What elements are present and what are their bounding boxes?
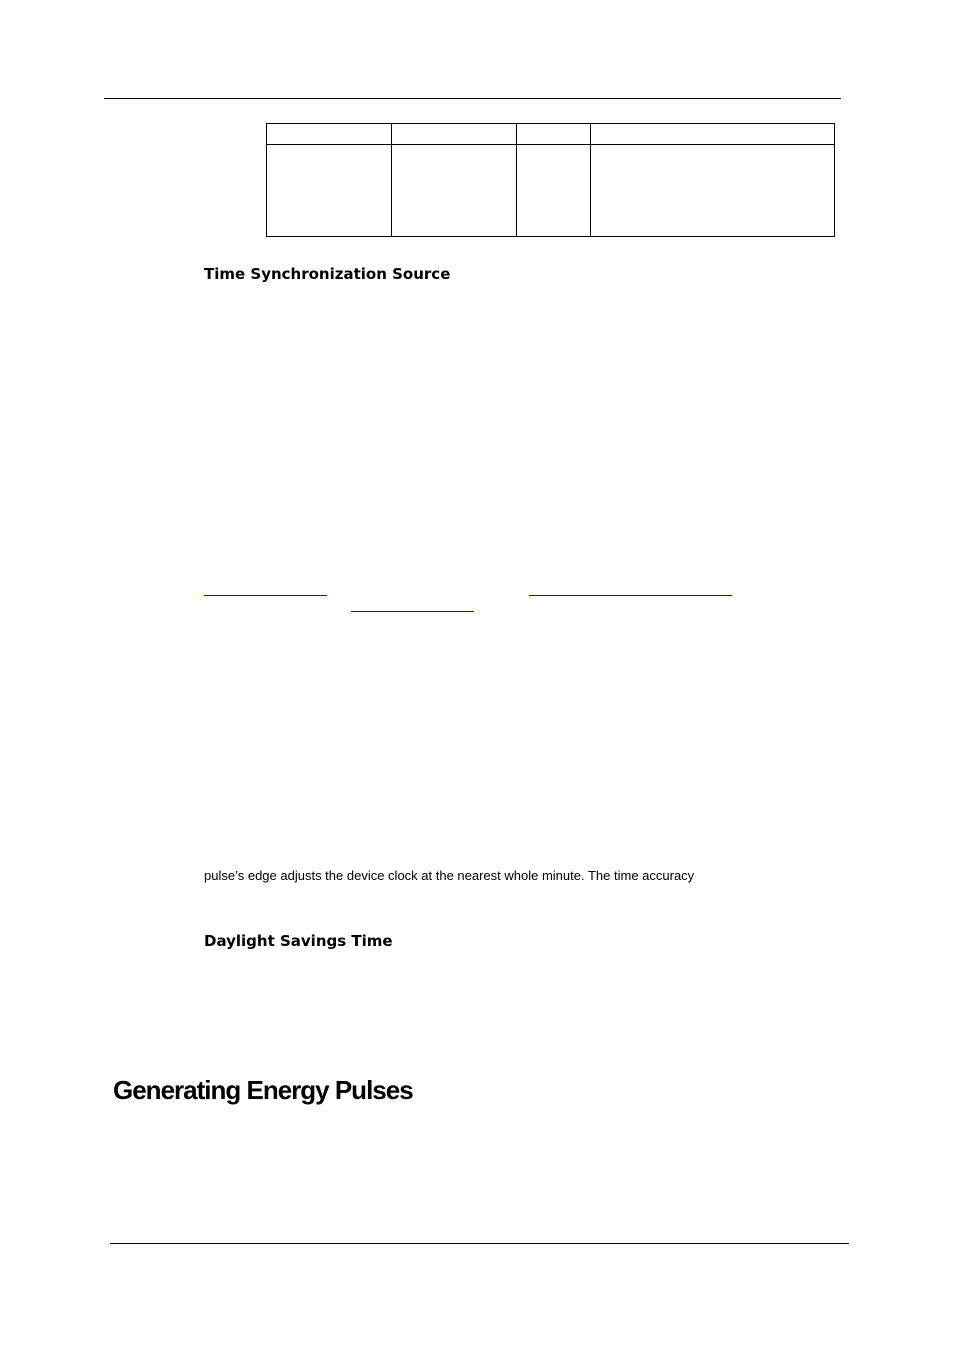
table-cell bbox=[591, 145, 835, 237]
table-header-row bbox=[267, 124, 835, 145]
table-cell bbox=[517, 145, 591, 237]
table-header-cell bbox=[267, 124, 392, 145]
table-cell bbox=[267, 145, 392, 237]
page-header-rule bbox=[104, 98, 841, 99]
hyperlink-underline[interactable] bbox=[351, 611, 474, 612]
settings-table bbox=[266, 123, 835, 237]
table-header-cell bbox=[392, 124, 517, 145]
dst-heading: Daylight Savings Time bbox=[204, 932, 393, 950]
table-header-cell bbox=[591, 124, 835, 145]
table-header-cell bbox=[517, 124, 591, 145]
table-row bbox=[267, 145, 835, 237]
hyperlink-underline[interactable] bbox=[204, 595, 327, 596]
page-footer-rule bbox=[110, 1243, 849, 1244]
time-sync-heading: Time Synchronization Source bbox=[204, 265, 451, 283]
pulse-paragraph: pulse’s edge adjusts the device clock at the nearest whole minute. The time accuracy bbox=[204, 868, 695, 883]
hyperlink-underline[interactable] bbox=[529, 595, 732, 596]
table-cell bbox=[392, 145, 517, 237]
section-title: Generating Energy Pulses bbox=[113, 1075, 413, 1105]
